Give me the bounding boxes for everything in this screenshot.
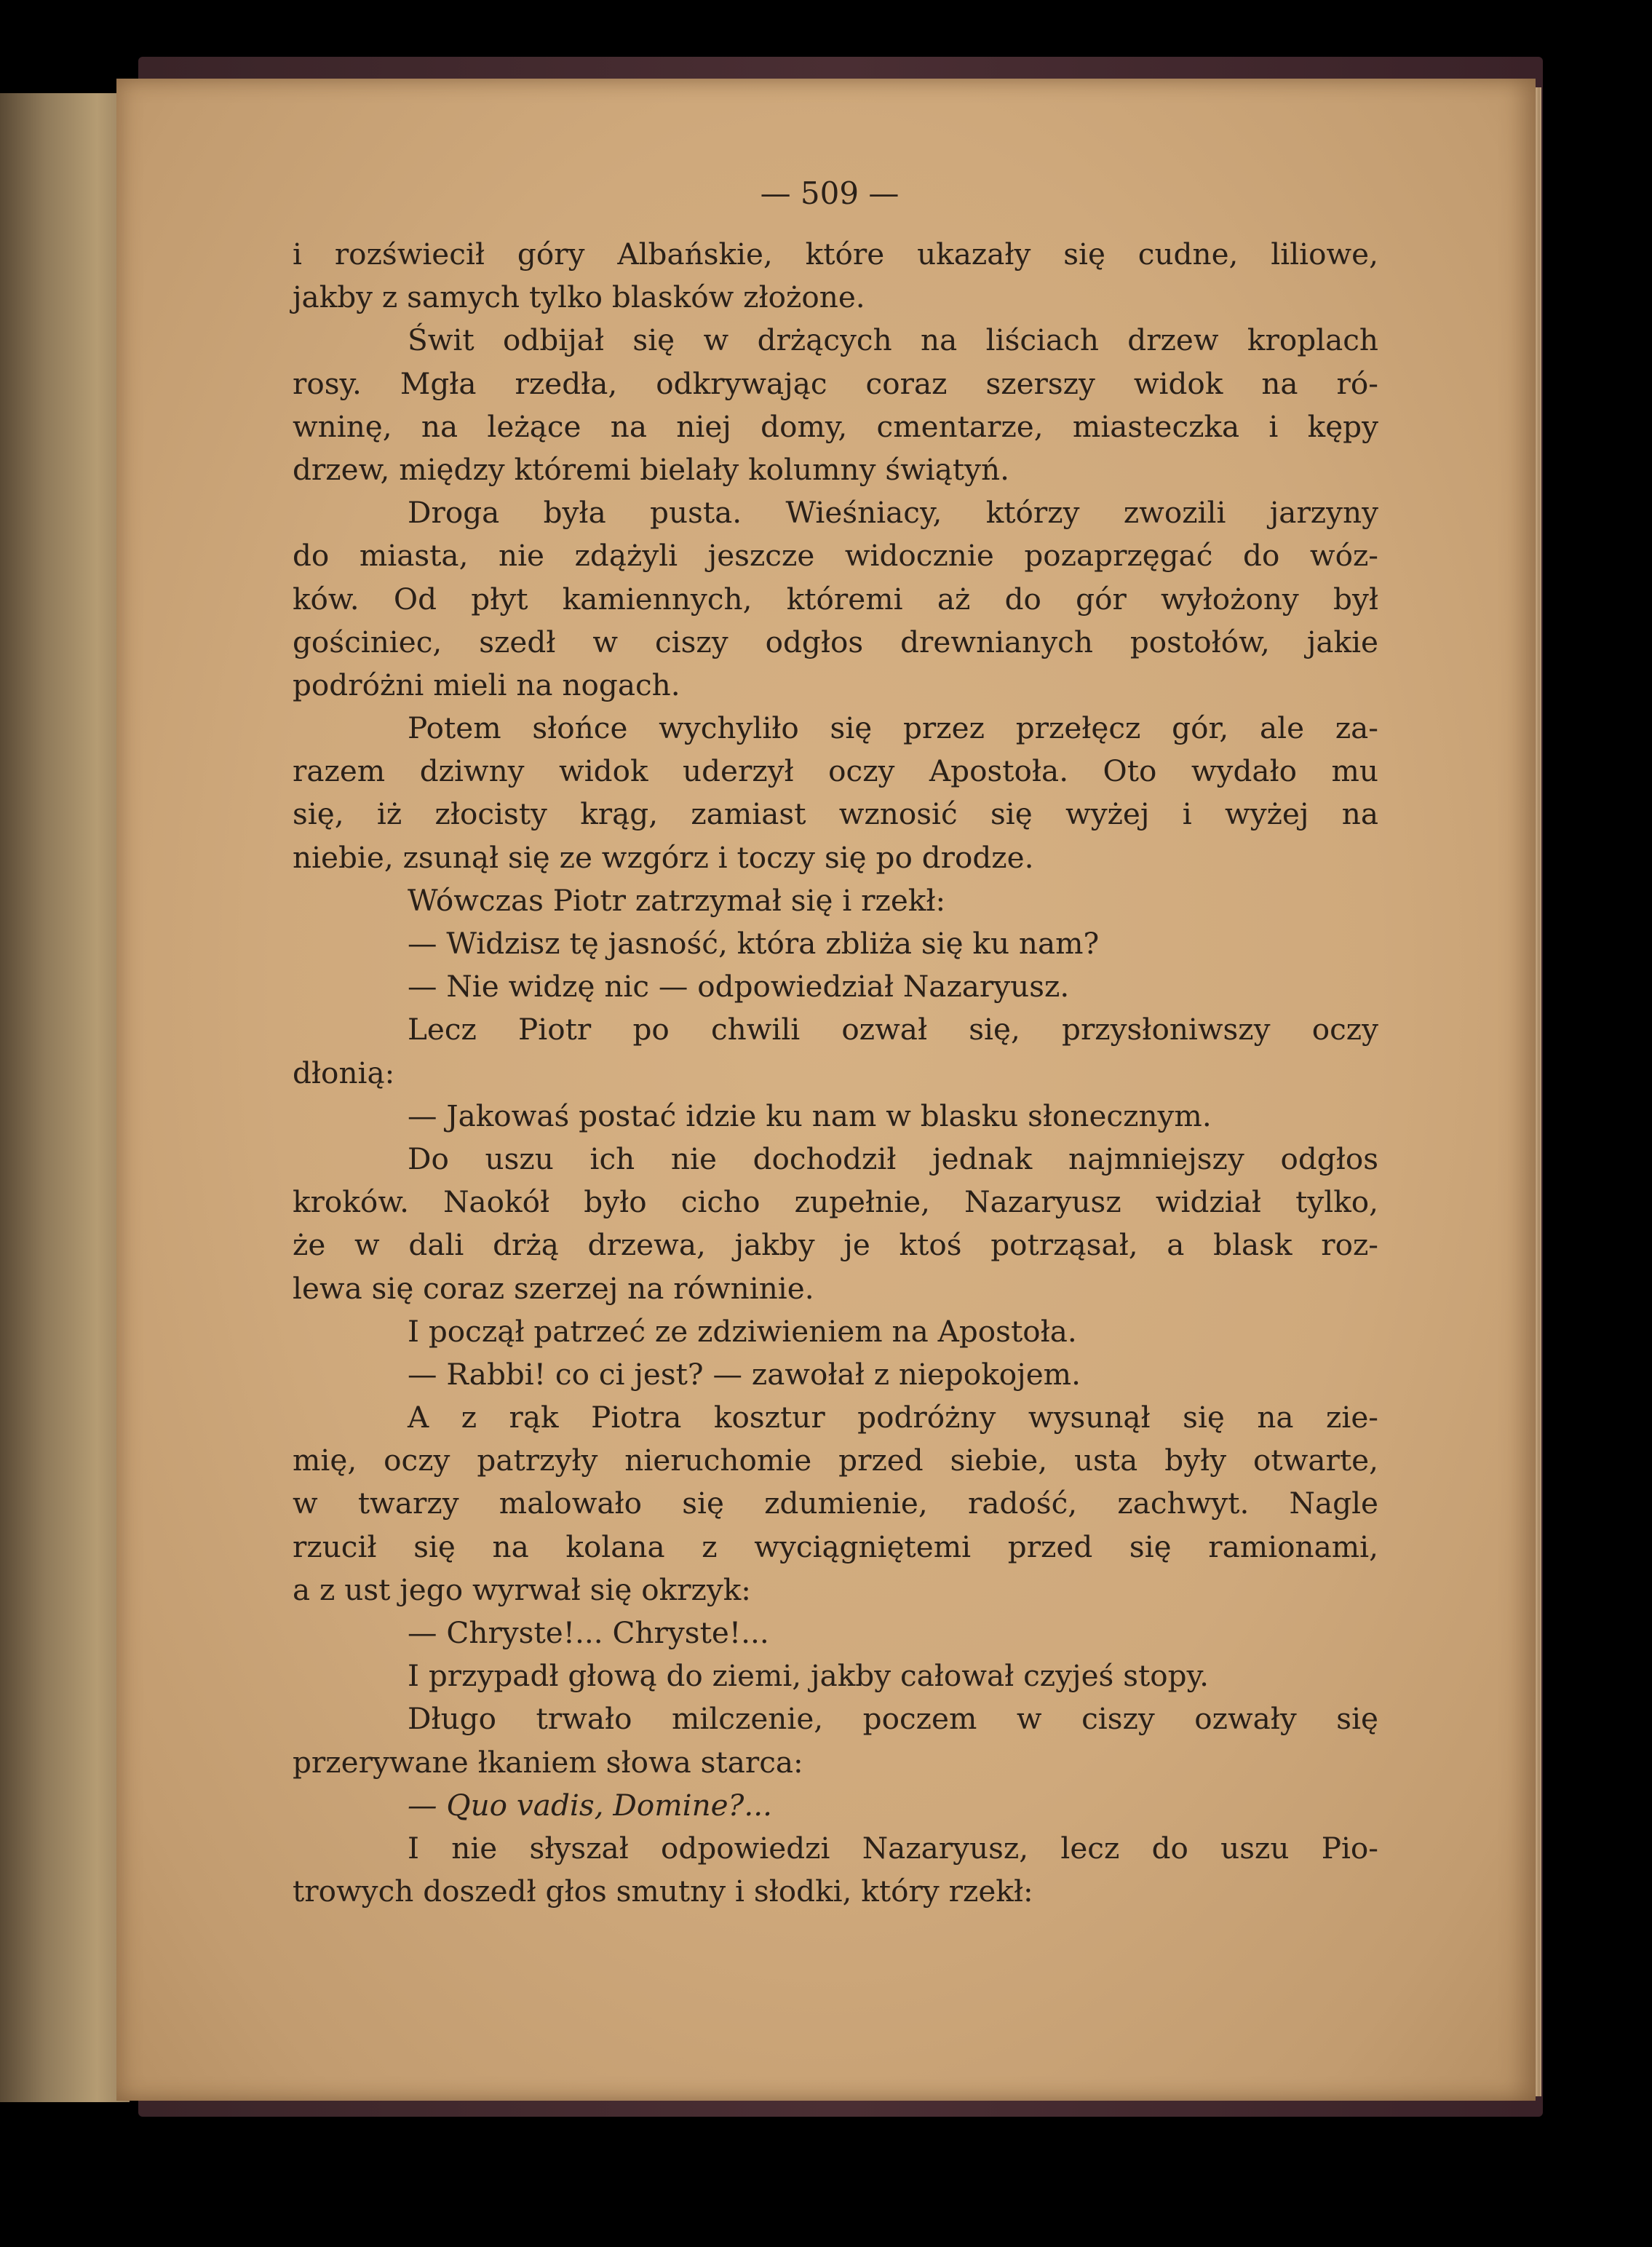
text-line: przerywane łkaniem słowa starca: [293,1744,803,1780]
text-line: Wówczas Piotr zatrzymał się i rzekł: [408,882,946,918]
text-line: Droga była pusta. Wieśniacy, którzy zwozili jarzyny [408,495,1378,531]
text-line: — Rabbi! co ci jest? — zawołał z niepokojem. [408,1356,1081,1392]
text-line: ków. Od płyt kamiennych, któremi aż do gór wyłożony był [293,581,1378,617]
text-line: że w dali drżą drzewa, jakby je ktoś potrząsał, a blask roz- [293,1227,1378,1263]
text-line: drzew, między któremi bielały kolumny świątyń. [293,451,1009,487]
text-line: — Quo vadis, Domine?... [408,1787,772,1823]
text-line: Potem słońce wychyliło się przez przełęcz gór, ale za- [408,710,1378,746]
text-line: razem dziwny widok uderzył oczy Apostoła. Oto wydało mu [293,753,1378,789]
text-line: rzucił się na kolana z wyciągniętemi przed się ramionami, [293,1529,1378,1564]
text-line: się, iż złocisty krąg, zamiast wznosić się wyżej i wyżej na [293,796,1378,832]
text-line: do miasta, nie zdążyli jeszcze widocznie pozaprzęgać do wóz- [293,538,1378,574]
text-line: i rozświecił góry Albańskie, które ukazały się cudne, liliowe, [293,237,1378,272]
text-line: I przypadł głową do ziemi, jakby całował czyjeś stopy. [408,1658,1209,1694]
text-line: Długo trwało milczenie, poczem w ciszy ozwały się [408,1701,1378,1737]
text-line: jakby z samych tylko blasków złożone. [293,280,865,315]
text-line: wninę, na leżące na niej domy, cmentarze, miasteczka i kępy [293,408,1378,444]
text-line: Do uszu ich nie dochodził jednak najmniejszy odgłos [408,1141,1378,1176]
text-line: A z rąk Piotra kosztur podróżny wysunął się na zie- [408,1400,1378,1435]
text-line: trowych doszedł głos smutny i słodki, który rzekł: [293,1874,1033,1909]
text-line: kroków. Naokół było cicho zupełnie, Nazaryusz widział tylko, [293,1184,1378,1220]
text-line: rosy. Mgła rzedła, odkrywając coraz szerszy widok na ró- [293,365,1378,401]
text-line: w twarzy malowało się zdumienie, radość, zachwyt. Nagle [293,1486,1378,1521]
text-line: — Widzisz tę jasność, która zbliża się ku nam? [408,926,1100,961]
text-line: mię, oczy patrzyły nieruchomie przed siebie, usta były otwarte, [293,1443,1378,1478]
text-line: I począł patrzeć ze zdziwieniem na Apostoła. [408,1313,1077,1349]
text-line: dłonią: [293,1055,395,1090]
body-text [293,233,1378,1913]
text-line: — Chryste!... Chryste!... [408,1615,769,1650]
text-line: — Jakowaś postać idzie ku nam w blasku słonecznym. [408,1098,1212,1133]
text-line: niebie, zsunął się ze wzgórz i toczy się po drodze. [293,839,1034,875]
text-line: gościniec, szedł w ciszy odgłos drewnianych postołów, jakie [293,624,1378,659]
text-line: Świt odbijał się w drżących na liściach drzew kroplach [408,322,1378,358]
text-line: I nie słyszał odpowiedzi Nazaryusz, lecz do uszu Pio- [408,1830,1378,1866]
text-line: podróżni mieli na nogach. [293,667,680,702]
text-line: — Nie widzę nic — odpowiedział Nazaryusz. [408,969,1070,1004]
text-line: lewa się coraz szerzej na równinie. [293,1270,814,1306]
left-book-edge [0,93,130,2102]
text-line: a z ust jego wyrwał się okrzyk: [293,1572,751,1607]
text-line: Lecz Piotr po chwili ozwał się, przysłoniwszy oczy [408,1012,1378,1047]
page-number: — 509 — [760,175,900,211]
